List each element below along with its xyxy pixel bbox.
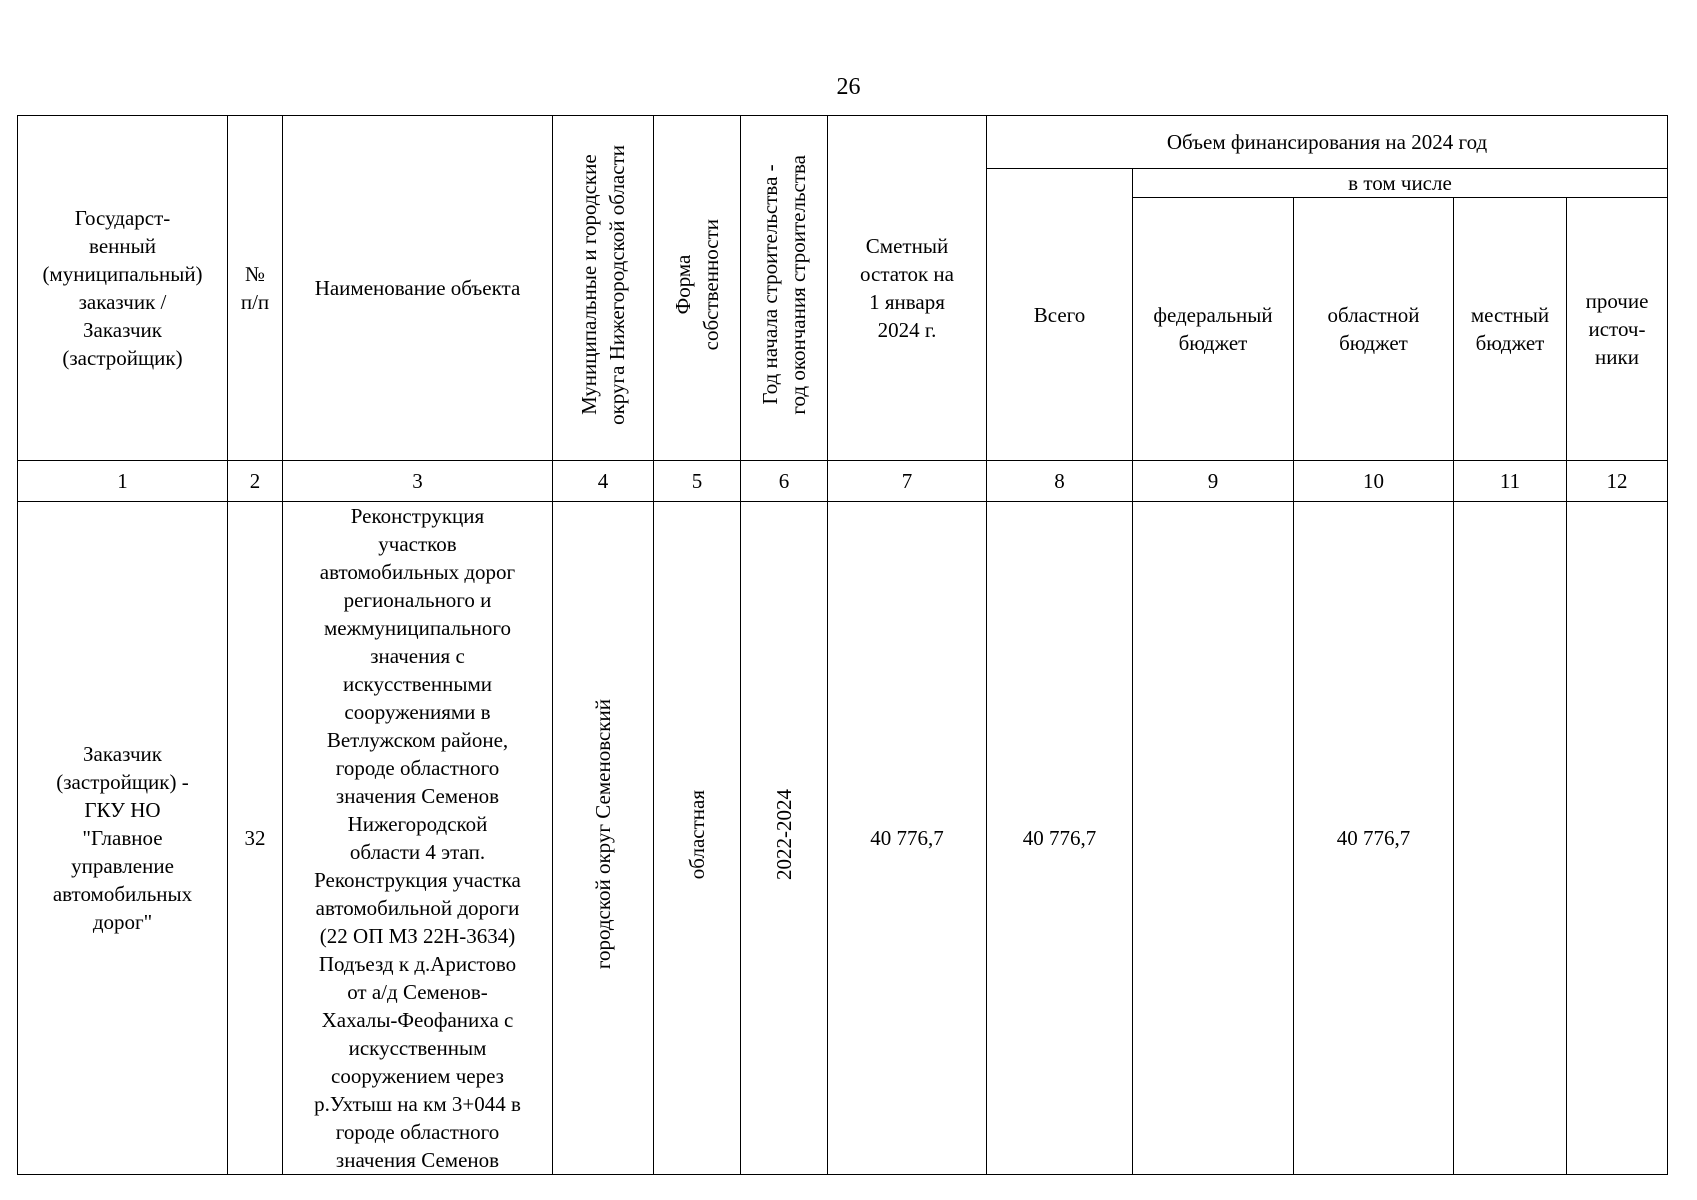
header-customer: Государст- венный (муниципальный) заказчик / Заказчик (застройщик) bbox=[18, 116, 228, 461]
cell-ownership bbox=[654, 502, 741, 1175]
column-number: 9 bbox=[1133, 461, 1294, 502]
cell-estimated-balance: 40 776,7 bbox=[828, 502, 987, 1175]
header-district-text: Муниципальные и городские округа Нижегородской области bbox=[577, 144, 629, 425]
column-number: 2 bbox=[228, 461, 283, 502]
column-number: 7 bbox=[828, 461, 987, 502]
cell-customer: Заказчик (застройщик) - ГКУ НО "Главное управление автомобильных дорог" bbox=[18, 502, 228, 1175]
header-years bbox=[741, 116, 828, 461]
header-total: Всего bbox=[987, 169, 1133, 461]
table-row bbox=[18, 502, 1668, 1175]
column-number: 5 bbox=[654, 461, 741, 502]
header-ownership bbox=[654, 116, 741, 461]
header-object-name: Наименование объекта bbox=[283, 116, 553, 461]
column-number-row bbox=[18, 461, 1668, 502]
financing-table bbox=[17, 115, 1668, 1175]
cell-object-name: Реконструкция участков автомобильных дорог регионального и межмуниципального значения с искусственными сооружениями в Ветлужском районе, городе областного значения Семенов Нижегородской области 4 этап. Реконструкция участка автомобильной дороги (22 ОП МЗ 22Н-3634) Подъезд к д.Аристово от а/д Семенов- Хахалы-Феофаниха с искусственным сооружением через р.Ухтыш на км 3+044 в городе областного значения Семенов bbox=[283, 502, 553, 1175]
column-number: 12 bbox=[1567, 461, 1668, 502]
header-row-1 bbox=[18, 116, 1668, 169]
cell-other bbox=[1567, 502, 1668, 1175]
column-number: 11 bbox=[1454, 461, 1567, 502]
header-local: местный бюджет bbox=[1454, 198, 1567, 461]
cell-local bbox=[1454, 502, 1567, 1175]
cell-total: 40 776,7 bbox=[987, 502, 1133, 1175]
cell-ownership-text: областная bbox=[685, 789, 709, 880]
header-financing-group: Объем финансирования на 2024 год bbox=[987, 116, 1668, 169]
header-years-text: Год начала строительства - год окончания строительства bbox=[758, 154, 810, 415]
header-district bbox=[553, 116, 654, 461]
cell-years-text: 2022-2024 bbox=[772, 789, 796, 880]
column-number: 3 bbox=[283, 461, 553, 502]
cell-years bbox=[741, 502, 828, 1175]
cell-regional: 40 776,7 bbox=[1294, 502, 1454, 1175]
header-number: № п/п bbox=[228, 116, 283, 461]
header-other: прочие источ- ники bbox=[1567, 198, 1668, 461]
page-number: 26 bbox=[836, 74, 861, 100]
column-number: 10 bbox=[1294, 461, 1454, 502]
column-number: 1 bbox=[18, 461, 228, 502]
column-number: 8 bbox=[987, 461, 1133, 502]
cell-district bbox=[553, 502, 654, 1175]
cell-number: 32 bbox=[228, 502, 283, 1175]
header-federal: федеральный бюджет bbox=[1133, 198, 1294, 461]
header-estimated-balance: Сметный остаток на 1 января 2024 г. bbox=[828, 116, 987, 461]
column-number: 6 bbox=[741, 461, 828, 502]
header-including: в том числе bbox=[1133, 169, 1668, 198]
column-number: 4 bbox=[553, 461, 654, 502]
cell-district-text: городской округ Семеновский bbox=[591, 699, 615, 970]
header-regional: областной бюджет bbox=[1294, 198, 1454, 461]
header-ownership-text: Форма собственности bbox=[671, 218, 723, 351]
cell-federal bbox=[1133, 502, 1294, 1175]
